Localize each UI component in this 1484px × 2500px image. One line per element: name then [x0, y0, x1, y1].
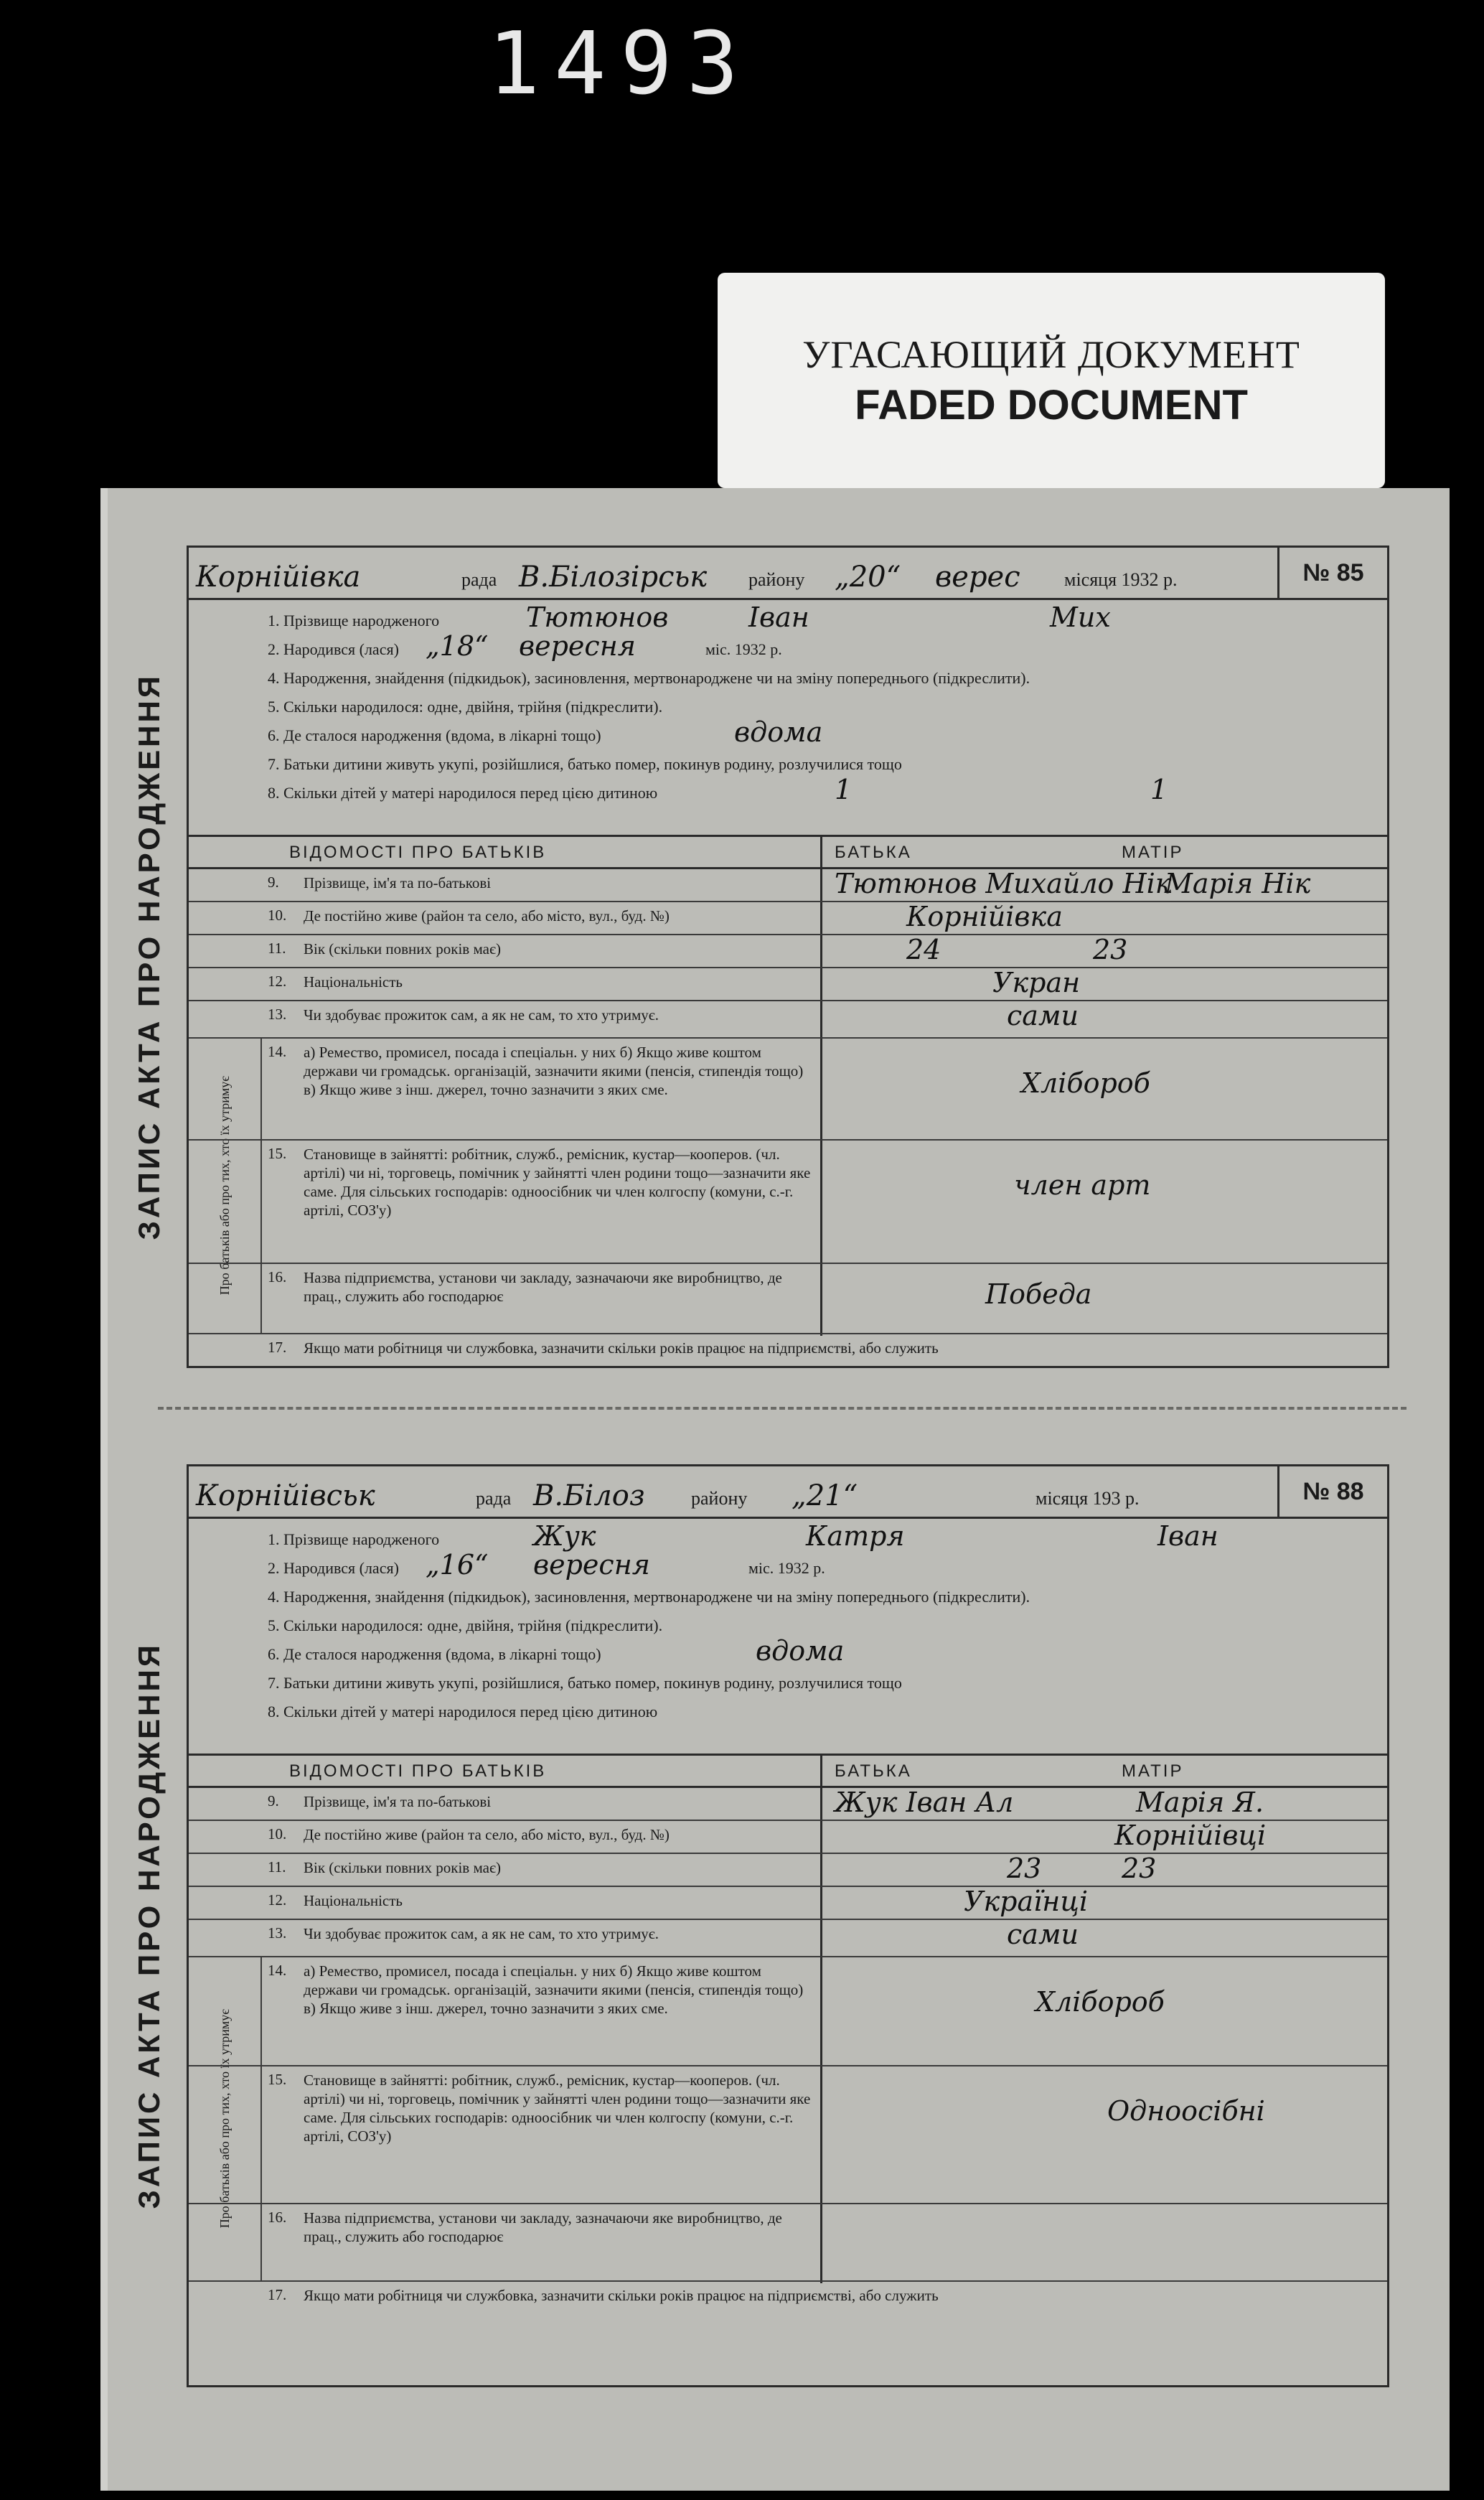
row-income: 13. Чи здобуває прожиток сам, а як не сам, то хто утримує. сами [189, 1920, 1387, 1957]
archive-number: 1493 [488, 14, 753, 114]
rada-label: рада [476, 1488, 512, 1509]
month-label: місяця 1932 р. [1064, 569, 1178, 590]
q7-row: 7. Батьки дитини живуть укупі, розійшлися, батько помер, покинув родину, розлучилися тощо [268, 755, 902, 773]
row-status: 15. Становище в зайнятті: робітник, служб., ремісник, кустар—кооперов. (чл. артілі) чи ні, торговець, помічник у зайнятті член родини тощо—зазначити яке саме. Для сільських господарів: одноосібник чи член колгоспу (комуни, с.-г. артілі, СОЗ'у) Одноосібні [189, 2066, 1387, 2204]
q1-row: 1. Прізвище народженого Тютюнов Іван Мих [268, 601, 1111, 633]
raion-label: району [748, 569, 805, 590]
month-label: місяця 193 р. [1035, 1488, 1140, 1509]
occupation: Хлібороб [1021, 1067, 1150, 1099]
row-mother-work: 17. Якщо мати робітниця чи службовка, зазначити скільки років працює на підприємстві, або служить [189, 2280, 1387, 2313]
employment-status: член арт [1014, 1169, 1151, 1201]
q5-row: 5. Скільки народилося: одне, двійня, трійня (підкреслити). [268, 1616, 663, 1634]
q8-row: 8. Скільки дітей у матері народилося перед цією дитиною 1 1 [268, 774, 1168, 805]
rada-name: Корнійівка [196, 561, 361, 594]
children-alive: 1 [1150, 774, 1168, 805]
record-month: верес [935, 561, 1020, 594]
row-age: 11. Вік (скільки повних років має) 23 23 [189, 1854, 1387, 1887]
row-nationality: 12. Національність Укран [189, 968, 1387, 1001]
q6-row: 6. Де сталося народження (вдома, в лікарні тощо) вдома [268, 1635, 845, 1667]
faded-label-ru: УГАСАЮЩИЙ ДОКУМЕНТ [802, 332, 1300, 376]
raion-name: В.Білозірськ [519, 561, 708, 594]
q7-row: 7. Батьки дитини живуть укупі, розійшлися, батько помер, покинув родину, розлучилися тощо [268, 1674, 902, 1692]
birth-year: міс. 1932 р. [705, 640, 782, 658]
residence: Корнійівці [1114, 1820, 1267, 1851]
children-before: 1 [835, 774, 853, 805]
parents-table-header: ВІДОМОСТІ ПРО БАТЬКІВ БАТЬКА МАТІР [189, 837, 1387, 869]
child-surname: Жук [533, 1520, 596, 1552]
mother-age: 23 [1122, 1853, 1157, 1884]
record-day: „20“ [835, 561, 901, 594]
rada-name: Корнійівськ [196, 1479, 375, 1512]
q2-row: 2. Народився (лася) „16“ вересня міс. 1932 р. [268, 1549, 825, 1581]
income: сами [1007, 1919, 1079, 1950]
faded-label-en: FADED DOCUMENT [855, 381, 1248, 429]
father-name: Жук Іван Ал [835, 1787, 1014, 1818]
birth-year: міс. 1932 р. [748, 1559, 825, 1577]
birth-place: вдома [734, 716, 823, 748]
birth-record-2 [132, 1464, 1389, 2387]
row-enterprise: 16. Назва підприємства, установи чи закладу, зазначаючи яке виробництво, де прац., служить або господарює Победа [189, 1264, 1387, 1336]
occupation-side-label: Про батьків або про тих, хто їх утримує [217, 2009, 232, 2229]
mother-age: 23 [1093, 934, 1128, 965]
row-residence: 10. Де постійно живе (район та село, або місто, вул., буд. №) Корнійівці [189, 1821, 1387, 1854]
birth-record-1 [132, 546, 1389, 1368]
record-day: „21“ [792, 1479, 858, 1512]
row-status: 15. Становище в зайнятті: робітник, служб., ремісник, кустар—кооперов. (чл. артілі) чи ні, торговець, помічник у зайнятті член родини тощо—зазначити яке саме. Для сільських господарів: одноосібник чи член колгоспу (комуни, с.-г. артілі, СОЗ'у) член арт [189, 1141, 1387, 1264]
raion-name: В.Білоз [533, 1479, 645, 1512]
residence: Корнійівка [906, 901, 1063, 932]
parents-table-header: ВІДОМОСТІ ПРО БАТЬКІВ БАТЬКА МАТІР [189, 1756, 1387, 1788]
raion-label: району [691, 1488, 748, 1509]
birth-day: „16“ [426, 1549, 489, 1581]
row-occupation: 14. а) Ремество, промисел, посада і спеціальн. у них б) Якщо живе коштом держави чи громадськ. організацій, зазначити якими (пенсія, стипендія тощо) в) Якщо живе з інш. джерел, точно зазначити з яких сме. Хлібороб [189, 1039, 1387, 1141]
birth-day: „18“ [426, 630, 489, 662]
occupation-block [189, 1039, 1387, 1333]
child-name: Катря [806, 1520, 905, 1552]
nationality: Українці [964, 1886, 1088, 1917]
document-sheet [100, 488, 1450, 2491]
rada-label: рада [461, 569, 497, 590]
q4-row: 4. Народження, знайдення (підкидьок), засиновлення, мертвонароджене чи на зміну попереднього (підкреслити). [268, 1588, 1030, 1606]
occupation-block [189, 1957, 1387, 2280]
father-name: Тютюнов Михайло Нік [835, 868, 1172, 899]
faded-document-label [718, 273, 1385, 488]
parents-table [189, 835, 1387, 1363]
q6-row: 6. Де сталося народження (вдома, в лікарні тощо) вдома [268, 716, 823, 748]
child-surname: Тютюнов [526, 601, 669, 633]
row-occupation: 14. а) Ремество, промисел, посада і спеціальн. у них б) Якщо живе коштом держави чи громадськ. організацій, зазначити якими (пенсія, стипендія тощо) в) Якщо живе з інш. джерел, точно зазначити з яких сме. Хлібороб [189, 1957, 1387, 2066]
row-income: 13. Чи здобуває прожиток сам, а як не сам, то хто утримує. сами [189, 1001, 1387, 1039]
row-nationality: 12. Національність Українці [189, 1887, 1387, 1920]
row-name: 9. Прізвище, ім'я та по-батькові Жук Іван Ал Марія Я. [189, 1788, 1387, 1821]
q4-row: 4. Народження, знайдення (підкидьок), засиновлення, мертвонароджене чи на зміну попереднього (підкреслити). [268, 669, 1030, 687]
q1-row: 1. Прізвище народженого Жук Катря Іван [268, 1520, 1218, 1552]
child-patronymic: Іван [1157, 1520, 1218, 1552]
birth-place: вдома [756, 1635, 845, 1667]
enterprise: Победа [985, 1278, 1092, 1310]
q8-row: 8. Скільки дітей у матері народилося перед цією дитиною [268, 1703, 658, 1720]
record-side-title: ЗАПИС АКТА ПРО НАРОДЖЕННЯ [132, 673, 166, 1240]
row-age: 11. Вік (скільки повних років має) 24 23 [189, 935, 1387, 968]
row-name: 9. Прізвище, ім'я та по-батькові Тютюнов Михайло Нік Марія Нік [189, 869, 1387, 902]
mother-name: Марія Нік [1165, 868, 1311, 899]
nationality: Укран [992, 967, 1081, 998]
father-age: 24 [906, 934, 941, 965]
mother-name: Марія Я. [1136, 1787, 1264, 1818]
row-residence: 10. Де постійно живе (район та село, або місто, вул., буд. №) Корнійівка [189, 902, 1387, 935]
child-patronymic: Мих [1050, 601, 1111, 633]
father-age: 23 [1007, 1853, 1042, 1884]
birth-month: вересня [519, 630, 636, 662]
occupation: Хлібороб [1035, 1986, 1165, 2018]
fold-line [158, 1407, 1406, 1410]
child-name: Іван [748, 601, 809, 633]
record-header [189, 548, 1387, 600]
occupation-side-label: Про батьків або про тих, хто їх утримує [217, 1076, 232, 1296]
q2-row: 2. Народився (лася) „18“ вересня міс. 1932 р. [268, 630, 782, 662]
income: сами [1007, 1000, 1079, 1031]
record-number: № 88 [1277, 1466, 1387, 1517]
record-header [189, 1466, 1387, 1519]
row-enterprise: 16. Назва підприємства, установи чи закладу, зазначаючи яке виробництво, де прац., служить або господарює [189, 2204, 1387, 2283]
record-number: № 85 [1277, 548, 1387, 598]
employment-status: Одноосібні [1107, 2095, 1265, 2127]
q5-row: 5. Скільки народилося: одне, двійня, трійня (підкреслити). [268, 698, 663, 716]
record-side-title: ЗАПИС АКТА ПРО НАРОДЖЕННЯ [132, 1642, 166, 2209]
row-mother-work: 17. Якщо мати робітниця чи службовка, зазначити скільки років працює на підприємстві, або служить [189, 1333, 1387, 1363]
birth-month: вересня [533, 1549, 650, 1581]
parents-table [189, 1754, 1387, 2313]
